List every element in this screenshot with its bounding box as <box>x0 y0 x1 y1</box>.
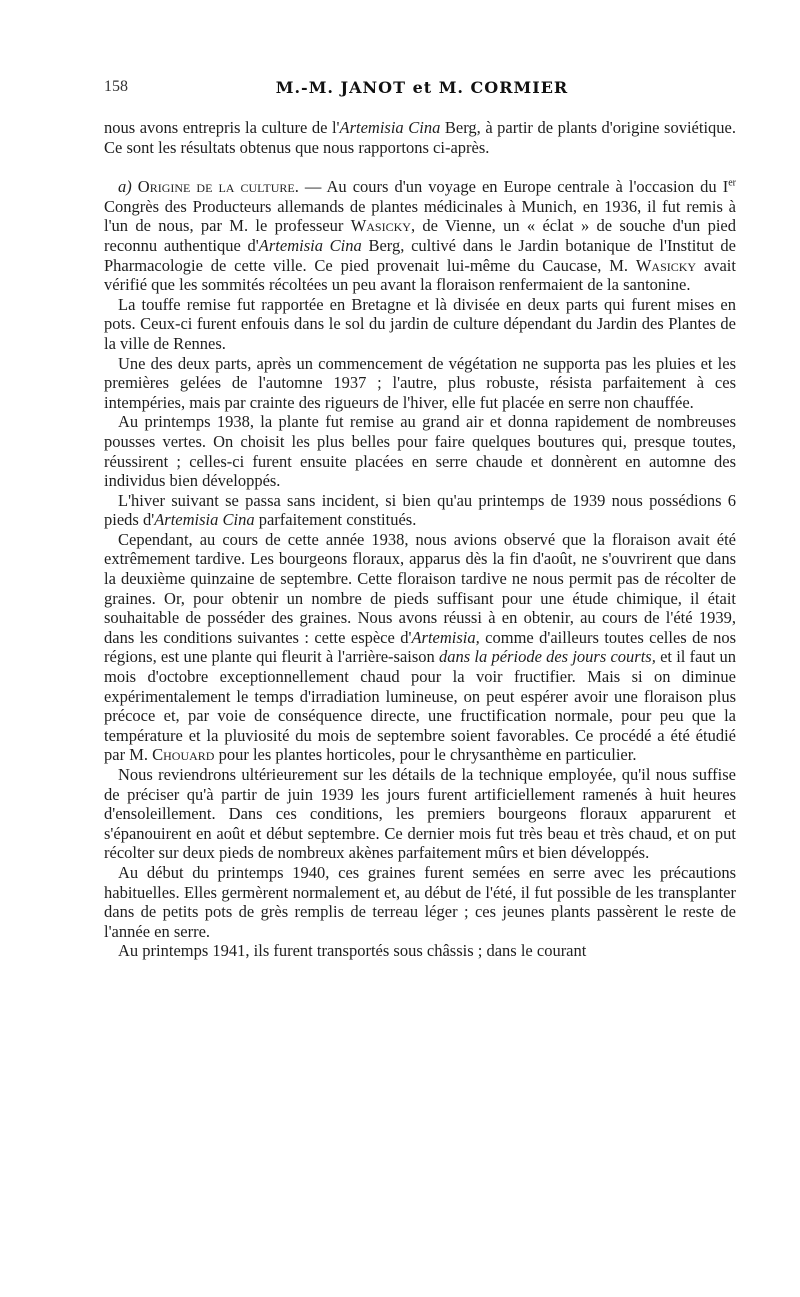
text-run: pour les plantes horticoles, pour le chrysanthème en particulier. <box>214 745 637 765</box>
running-head: M.-M. JANOT et M. CORMIER <box>275 78 569 97</box>
person-name: Wasicky <box>350 216 411 236</box>
paragraph-hiver <box>104 491 736 530</box>
species-name: Artemisia Cina <box>258 235 362 255</box>
intro-paragraph <box>104 118 736 157</box>
section-heading: Origine de la culture. <box>137 177 299 197</box>
text-run: L'hiver suivant se passa sans incident, si bien qu'au printemps de 1939 nous possédions 6 pieds d' <box>104 490 736 530</box>
italic-phrase: dans la période des jours courts, <box>439 647 656 667</box>
page-header <box>104 78 740 104</box>
text-run: Congrès des Producteurs allemands de plantes médicinales à Munich, en 1936, il fut remis à l'un de nous, par M. le professeur <box>104 196 736 236</box>
section-origine-paragraph <box>104 177 736 295</box>
text-run: Berg, cultivé dans le Jardin botanique de l'Institut de Pharmacologie de cette ville. Ce pied provenait lui-même du Caucase, M. <box>104 235 736 275</box>
text-run: avait vérifié que les sommités récoltées un peu avant la floraison renfermaient de la santonine. <box>104 255 736 295</box>
species-name: Artemisia, <box>411 627 480 647</box>
superscript: er <box>728 177 736 189</box>
paragraph-printemps-1940: Au début du printemps 1940, ces graines furent semées en serre avec les précautions habituelles. Elles germèrent normalement et, au début de l'été, il fut possible de les transplanter dans de petits pots de grès remplis de terreau léger ; ces jeunes plants passèrent le reste de l'année en serre. <box>104 862 736 941</box>
text-run: — Au cours d'un voyage en Europe centrale à l'occasion du I <box>298 177 729 197</box>
text-run: nous avons entrepris la culture de l' <box>104 118 340 137</box>
text-run: comme d'ailleurs toutes celles de nos régions, est une plante qui fleurit à l'arrière-saison <box>104 627 737 667</box>
paragraph-printemps-1938: Au printemps 1938, la plante fut remise au grand air et donna rapidement de nombreuses pousses vertes. On choisit les plus belles pour faire quelques boutures qui, presque toutes, réussirent ; celles-ci furent ensuite placées en serre chaude et donnèrent en automne des individus bien développés. <box>104 412 736 491</box>
paragraph-cependant <box>104 530 736 765</box>
person-name: Wasicky <box>635 255 697 275</box>
text-run: Cependant, au cours de cette année 1938, nous avions observé que la floraison avait été extrêmement tardive. Les bourgeons floraux, apparus dès la fin d'août, ne s'ouvrirent que dans la deuxième quinzaine de septembre. Cette floraison tardive ne nous permit pas de récolter de graines. Or, pour obtenir un nombre de pieds suffisant pour une étude chimique, il était souhaitable de posséder des graines. Nous avons réussi à en obtenir, au cours de l'été 1939, dans les conditions suivantes : cette espèce d' <box>104 529 736 647</box>
person-name: Chouard <box>152 745 215 765</box>
paragraph-printemps-1941: Au printemps 1941, ils furent transportés sous châssis ; dans le courant <box>118 941 587 961</box>
species-name: Artemisia Cina <box>154 510 255 530</box>
text-run: parfaitement constitués. <box>254 510 417 530</box>
text-run: et il faut un mois d'octobre exceptionnellement chaud pour la voir fructifier. Mais si on diminue expérimentalement le temps d'irradiation lumineuse, on peut espérer avoir une floraison plus précoce et, par voie de conséquence directe, une fructification normale, pour peu que la température et la pluviosité du mois de septembre soient favorables. Ce procédé a été étudié par M. <box>104 647 736 765</box>
paragraph-nous-reviendrons: Nous reviendrons ultérieurement sur les détails de la technique employée, qu'il nous suffise de préciser qu'à partir de juin 1939 les jours furent artificiellement ramenés à huit heures d'ensoleillement. Dans ces conditions, les premiers bourgeons floraux apparurent et s'épanouirent en août et début septembre. Ce dernier mois fut très beau et très chaud, et on put récolter sur deux pieds de nombreux akènes parfaitement mûrs et bien développés. <box>104 765 736 863</box>
section-label: a) <box>118 177 132 197</box>
text-run: , de Vienne, un « éclat » de souche d'un pied reconnu authentique d' <box>104 216 737 255</box>
paragraph-touffe: La touffe remise fut rapportée en Bretagne et là divisée en deux parts qui furent mises en pots. Ceux-ci furent enfouis dans le sol du jardin de culture dépendant du Jardin des Plantes de la ville de Rennes. <box>104 294 736 353</box>
body-text <box>104 118 736 961</box>
paragraph-deux-parts: Une des deux parts, après un commencement de végétation ne supporta pas les pluies et les premières gelées de l'automne 1937 ; l'autre, plus robuste, résista parfaitement à ces intempéries, mais par crainte des rigueurs de l'hiver, elle fut placée en serre non chauffée. <box>104 353 736 412</box>
species-name: Artemisia Cina <box>339 118 441 137</box>
page-number: 158 <box>104 78 128 95</box>
text-run: Berg, à partir de plants d'origine soviétique. Ce sont les résultats obtenus que nous rapportons ci-après. <box>104 118 736 157</box>
